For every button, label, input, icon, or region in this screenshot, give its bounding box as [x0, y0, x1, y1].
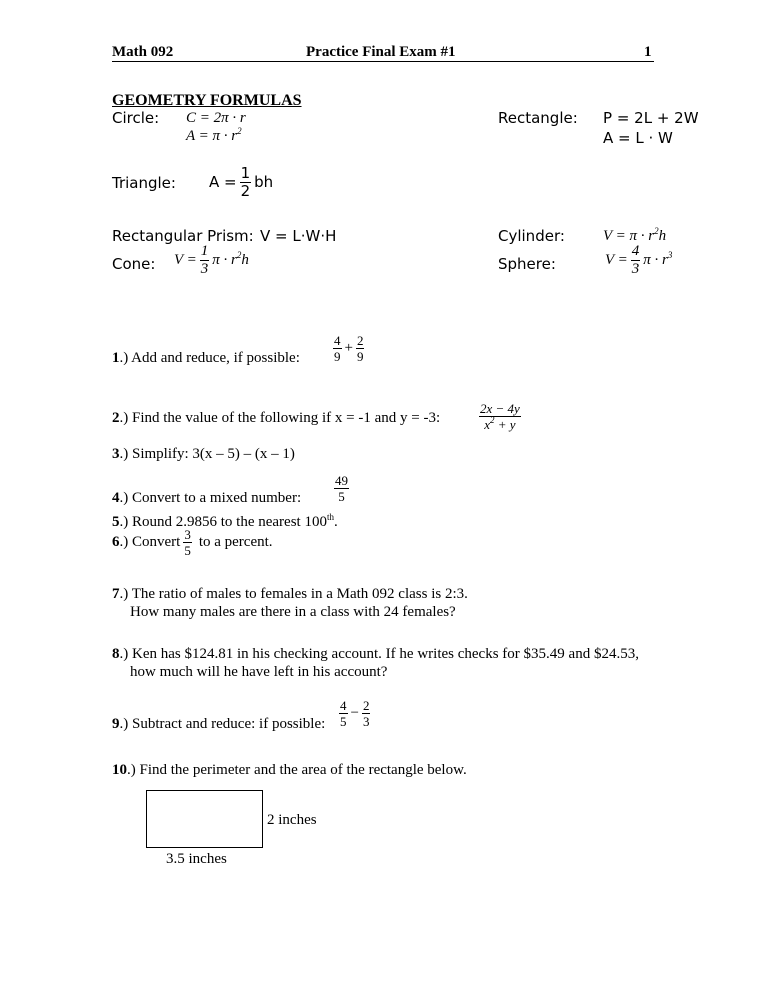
header-rule	[112, 61, 654, 62]
rectangle-height-label: 2 inches	[267, 812, 317, 828]
sphere-formula: V = $\frac{4}{3}$ $\pi \cdot r^3$	[605, 243, 673, 277]
cylinder-label: Cylinder:	[498, 227, 565, 245]
question-1: 1.) Add and reduce, if possible:	[112, 350, 300, 366]
rectangle-perimeter: P = 2L + 2W	[603, 109, 699, 127]
sphere-label: Sphere:	[498, 255, 556, 273]
cone-label: Cone:	[112, 255, 156, 273]
cylinder-formula: $V = \pi \cdot r^2h$	[603, 226, 667, 244]
question-7-line-2: How many males are there in a class with 24 females?	[130, 604, 456, 620]
prism-label: Rectangular Prism:	[112, 227, 254, 245]
question-7: 7.) The ratio of males to females in a Math 092 class is 2:3.	[112, 586, 468, 602]
formulas-heading: GEOMETRY FORMULAS	[112, 92, 302, 109]
question-2-expression: $\frac{2x - 4y}{x^2 + y}$	[480, 401, 520, 432]
circle-circumference: C = 2π · r	[186, 110, 246, 126]
question-8: 8.) Ken has $124.81 in his checking account. If he writes checks for $35.49 and $24.53,	[112, 646, 639, 662]
prism-formula: V = L·W·H	[260, 227, 337, 245]
cone-formula: V = $\frac{1}{3}$ $\pi \cdot r^2h$	[174, 243, 249, 277]
question-3: 3.) Simplify: 3(x – 5) – (x – 1)	[112, 446, 295, 462]
exam-title: Practice Final Exam #1	[306, 44, 456, 60]
question-4: 4.) Convert to a mixed number:	[112, 490, 302, 506]
rectangle-figure	[146, 790, 263, 848]
rectangle-label: Rectangle:	[498, 109, 578, 127]
question-5: 5.) Round 2.9856 to the nearest 100th.	[112, 512, 338, 530]
triangle-label: Triangle:	[112, 174, 176, 192]
page-number: 1	[644, 44, 652, 60]
rectangle-width-label: 3.5 inches	[166, 851, 227, 867]
rectangle-area: A = L · W	[603, 129, 673, 147]
circle-area: $A = \pi \cdot r^2$	[186, 126, 242, 144]
circle-label: Circle:	[112, 109, 160, 127]
question-2: 2.) Find the value of the following if x = -1 and y = -3:	[112, 410, 441, 426]
question-10: 10.) Find the perimeter and the area of the rectangle below.	[112, 762, 467, 778]
question-9: 9.) Subtract and reduce: if possible:	[112, 716, 326, 732]
course-label: Math 092	[112, 44, 174, 60]
question-1-expression: $\frac{4}{9}$ + $\frac{2}{9}$	[334, 333, 364, 364]
question-8-line-2: how much will he have left in his account?	[130, 664, 388, 680]
triangle-formula: A = $\frac{1}{2}$ bh	[209, 164, 274, 200]
question-4-fraction: $\frac{49}{5}$	[335, 473, 348, 504]
question-6: 6.) Convert $\frac{3}{5}$ to a percent.	[112, 527, 273, 558]
question-9-expression: $\frac{4}{5}$ − $\frac{2}{3}$	[340, 698, 370, 729]
